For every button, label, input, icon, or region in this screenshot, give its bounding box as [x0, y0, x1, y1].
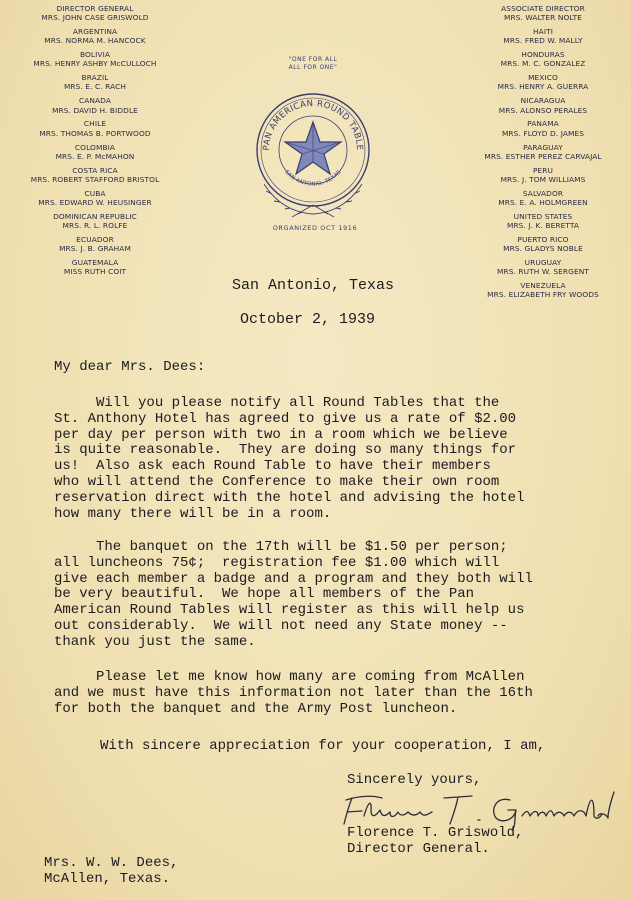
country-label: ASSOCIATE DIRECTOR — [501, 4, 585, 13]
representative-name: MRS. FRED W. MALLY — [503, 36, 583, 46]
letterhead-entry — [455, 258, 631, 276]
letterhead-entry — [455, 166, 631, 184]
motto-line-1: "ONE FOR ALL — [288, 56, 338, 63]
letter-line: us! Also ask each Round Table to have their members — [54, 458, 491, 475]
letter-line: The banquet on the 17th will be $1.50 per person; — [54, 539, 508, 555]
letter-line: and we must have this information not later than the 16th — [54, 684, 533, 701]
representative-name: MRS. HENRY ASHBY McCULLOCH — [33, 59, 157, 69]
complimentary-close: Sincerely yours, — [347, 772, 482, 788]
country-label: NICARAGUA — [520, 96, 566, 106]
letterhead-entry — [0, 27, 190, 45]
letterhead-right-column — [455, 4, 631, 304]
round-table-seal-icon — [242, 74, 384, 224]
letter-line: how many there will be in a room. — [54, 505, 332, 522]
representative-name: MRS. DAVID H. BIDDLE — [52, 105, 138, 115]
letterhead-entry — [455, 4, 631, 22]
representative-name: MRS. NORMA M. HANCOCK — [44, 36, 146, 46]
representative-name: MRS. J. TOM WILLIAMS — [500, 174, 586, 184]
country-label: CUBA — [84, 188, 106, 198]
representative-name: MRS. ELIZABETH FRY WOODS — [487, 290, 599, 300]
representative-name: MRS. WALTER NOLTE — [504, 13, 582, 23]
signer-title: Director General. — [347, 841, 490, 857]
representative-name: MRS. E. A. HOLMGREEN — [498, 197, 588, 207]
representative-name: MRS. E. P. McMAHON — [55, 151, 135, 161]
representative-name: MRS. J. B. GRAHAM — [59, 244, 131, 254]
country-label: BRAZIL — [81, 73, 109, 83]
letter-line: out considerably. We will not need any State money -- — [54, 617, 508, 634]
letterhead-entry — [0, 258, 190, 276]
closing-line: With sincere appreciation for your cooperation, I am, — [100, 738, 546, 754]
country-label: ECUADOR — [76, 234, 114, 244]
letter-line: for both the banquet and the Army Post luncheon. — [54, 700, 458, 717]
letterhead-entry — [455, 281, 631, 299]
representative-name: MRS. ROBERT STAFFORD BRISTOL — [30, 174, 160, 184]
country-label: DIRECTOR GENERAL — [56, 4, 134, 13]
letterhead-entry — [455, 189, 631, 207]
letter-line: is quite reasonable. They are doing so many things for — [54, 442, 517, 459]
country-label: HONDURAS — [521, 50, 565, 60]
salutation: My dear Mrs. Dees: — [54, 359, 206, 375]
dateline — [232, 277, 394, 328]
addressee — [44, 855, 178, 887]
seal-city-text: SAN ANTONIO, TEXAS — [283, 169, 343, 188]
place-line: San Antonio, Texas — [232, 277, 395, 294]
addressee-line-1: Mrs. W. W. Dees, — [44, 855, 179, 871]
country-label: MEXICO — [528, 73, 558, 83]
country-label: ARGENTINA — [72, 27, 118, 37]
seal-ring-text: PAN AMERICAN ROUND TABLE — [261, 98, 365, 151]
country-label: HAITI — [533, 27, 553, 37]
letter-line: American Round Tables will register as this will help us — [54, 602, 525, 619]
paragraph-3 — [54, 670, 533, 717]
letter-line: who will attend the Conference to make their own room — [54, 473, 500, 490]
representative-name: MRS. JOHN CASE GRISWOLD — [41, 13, 149, 23]
letterhead-entry — [455, 235, 631, 253]
representative-name: MRS. J. K. BERETTA — [506, 221, 580, 231]
letter-line: be very beautiful. We hope all members of the Pan — [54, 586, 475, 603]
letter-line: Will you please notify all Round Tables that the — [54, 395, 500, 411]
letterhead-entry — [0, 73, 190, 91]
motto-line-2: ALL FOR ONE" — [288, 64, 338, 71]
country-label: PARAGUAY — [523, 142, 563, 152]
letter-line: give each member a badge and a program and they both will — [54, 570, 533, 587]
representative-name: MRS. GLADYS NOBLE — [503, 244, 583, 254]
addressee-line-2: McAllen, Texas. — [44, 871, 171, 887]
country-label: COSTA RICA — [72, 165, 118, 175]
country-label: SALVADOR — [522, 188, 564, 198]
letterhead-entry — [0, 189, 190, 207]
country-label: URUGUAY — [524, 258, 562, 268]
letterhead-entry — [0, 166, 190, 184]
letterhead-entry — [0, 119, 190, 137]
country-label: COLOMBIA — [74, 142, 116, 152]
representative-name: MRS. R. L. ROLFE — [62, 221, 128, 231]
paragraph-2 — [54, 540, 533, 651]
letterhead-entry — [0, 4, 190, 22]
country-label: PUERTO RICO — [517, 234, 569, 244]
representative-name: MRS. E. C. RACH — [63, 82, 127, 92]
organized-date: ORGANIZED OCT 1916 — [272, 224, 358, 232]
letterhead-entry — [0, 235, 190, 253]
letterhead-seal — [242, 56, 384, 224]
letterhead-left-column — [0, 4, 190, 281]
letterhead-entry — [0, 143, 190, 161]
letterhead-entry — [455, 27, 631, 45]
representative-name: MRS. FLOYD D. JAMES — [501, 128, 585, 138]
country-label: UNITED STATES — [513, 211, 573, 221]
letterhead-entry — [455, 143, 631, 161]
letterhead-entry — [455, 212, 631, 230]
representative-name: MRS. ALONSO PERALES — [498, 105, 588, 115]
country-label: DOMINICAN REPUBLIC — [53, 211, 137, 221]
signature-block — [347, 825, 523, 857]
letter-line: per day per person with two in a room which we believe — [54, 426, 508, 443]
letter-line: all luncheons 75¢; registration fee $1.00 which will — [54, 554, 500, 571]
country-label: BOLIVIA — [79, 50, 111, 60]
signer-name: Florence T. Griswold, — [347, 825, 524, 841]
representative-name: MRS. RUTH W. SERGENT — [497, 267, 589, 277]
representative-name: MRS. HENRY A. GUERRA — [497, 82, 589, 92]
letter-line: Please let me know how many are coming from McAllen — [54, 669, 525, 685]
letterhead-entry — [455, 96, 631, 114]
country-label: CANADA — [78, 96, 112, 106]
country-label: PANAMA — [527, 119, 559, 129]
representative-name: MISS RUTH COIT — [63, 267, 127, 277]
country-label: PERU — [532, 165, 554, 175]
letter-line: thank you just the same. — [54, 633, 256, 650]
letterhead-entry — [455, 119, 631, 137]
letterhead-entry — [0, 96, 190, 114]
letter-line: St. Anthony Hotel has agreed to give us a rate of $2.00 — [54, 410, 517, 427]
letter-line: reservation direct with the hotel and advising the hotel — [54, 489, 525, 506]
country-label: GUATEMALA — [71, 258, 119, 268]
letterhead-entry — [455, 73, 631, 91]
representative-name: MRS. THOMAS B. PORTWOOD — [39, 128, 151, 138]
representative-name: MRS. ESTHER PEREZ CARVAJAL — [484, 151, 602, 161]
letterhead-entry — [0, 50, 190, 68]
paragraph-1 — [54, 396, 524, 522]
country-label: VENEZUELA — [520, 281, 566, 291]
representative-name: MRS. M. C. GONZALEZ — [500, 59, 586, 69]
date-line: October 2, 1939 — [240, 311, 376, 328]
country-label: CHILE — [83, 119, 107, 129]
letterhead-entry — [0, 212, 190, 230]
representative-name: MRS. EDWARD W. HEUSINGER — [38, 197, 152, 207]
letterhead-entry — [455, 50, 631, 68]
